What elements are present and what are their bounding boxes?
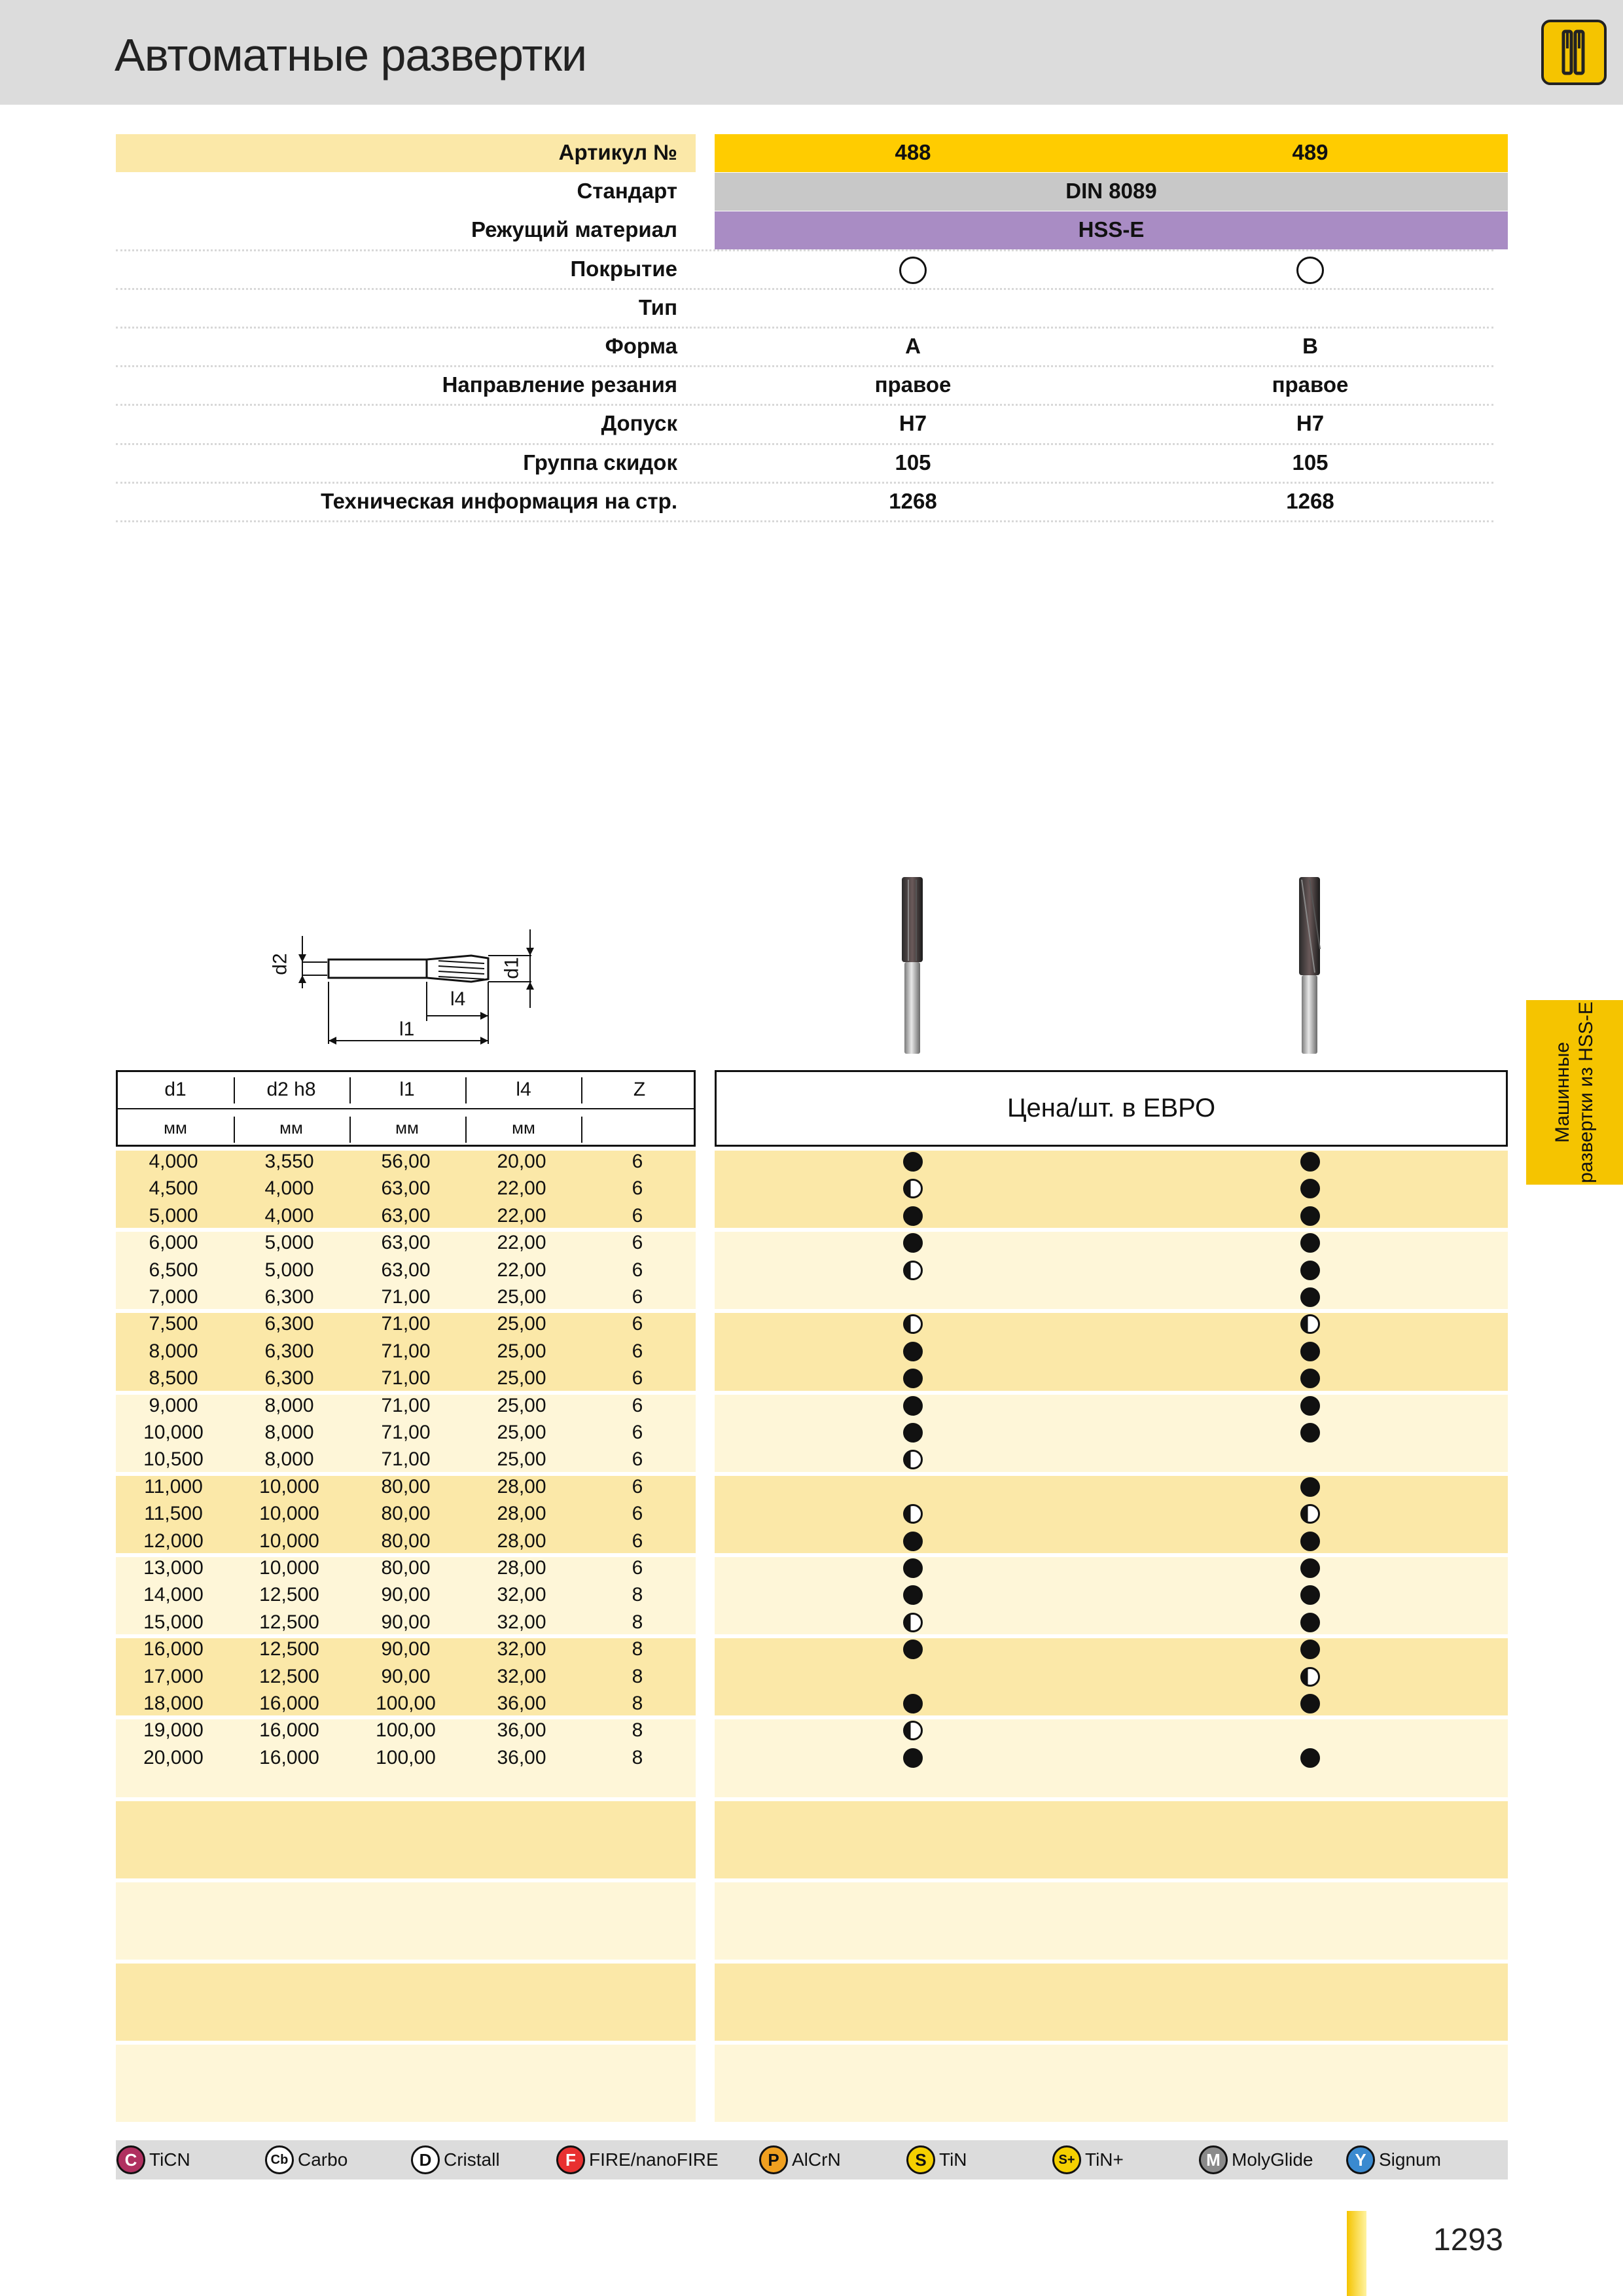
- table-cell-d2: 4,000: [264, 1204, 314, 1227]
- spec-label: Направление резания: [442, 372, 677, 397]
- available-dot-icon: [1300, 1748, 1320, 1768]
- table-cell-l1: 71,00: [381, 1367, 431, 1390]
- price-band: [715, 1882, 1508, 1960]
- spec-label: Покрытие: [570, 256, 677, 281]
- spec-value-488: 105: [895, 450, 931, 475]
- table-cell-d1: 16,000: [143, 1638, 204, 1660]
- table-cell-z: 6: [632, 1557, 643, 1579]
- header-separator: [465, 1077, 467, 1103]
- spec-value-488: H7: [899, 411, 927, 436]
- available-dot-icon: [903, 1233, 923, 1253]
- table-cell-d2: 16,000: [259, 1719, 319, 1742]
- column-header: l1: [399, 1079, 415, 1100]
- table-cell-z: 6: [632, 1204, 643, 1227]
- table-cell-l1: 100,00: [376, 1693, 436, 1714]
- header-separator: [234, 1117, 235, 1143]
- coating-tin-icon: S: [906, 2145, 935, 2174]
- available-dot-icon: [903, 1694, 923, 1713]
- spec-merged-value: DIN 8089: [1065, 179, 1157, 204]
- available-dot-icon: [903, 1152, 923, 1172]
- spec-value-489: H7: [1296, 411, 1325, 436]
- table-cell-l1: 80,00: [381, 1503, 431, 1525]
- table-cell-d1: 15,000: [143, 1611, 204, 1633]
- price-band: [715, 1964, 1508, 2041]
- available-dot-icon: [1300, 1477, 1320, 1497]
- table-cell-l4: 25,00: [497, 1286, 546, 1308]
- coating-legend-label: AlCrN: [792, 2149, 841, 2170]
- coating-none-icon: [1212, 251, 1408, 287]
- table-cell-l4: 25,00: [497, 1367, 546, 1390]
- spec-value-489: [1212, 289, 1408, 326]
- table-cell-d2: 6,300: [264, 1367, 314, 1390]
- coating-signum-icon: Y: [1346, 2145, 1375, 2174]
- table-cell-l4: 22,00: [497, 1259, 546, 1281]
- available-dot-icon: [903, 1396, 923, 1416]
- section-side-tab-label: Машинные развертки из HSS-E: [1552, 1001, 1597, 1183]
- spec-value-489: правое: [1272, 372, 1349, 397]
- page-title: Автоматные развертки: [115, 29, 587, 81]
- column-header: d1: [164, 1079, 187, 1100]
- table-cell-l4: 28,00: [497, 1557, 546, 1579]
- table-cell-l4: 22,00: [497, 1204, 546, 1227]
- coating-legend-label: Signum: [1379, 2149, 1441, 2170]
- l1-label: l1: [399, 1018, 415, 1040]
- table-cell-d1: 14,000: [143, 1584, 204, 1606]
- spec-value-488: 1268: [889, 488, 937, 513]
- available-dot-icon: [903, 1206, 923, 1226]
- table-cell-d2: 4,000: [264, 1177, 314, 1200]
- table-cell-d1: 7,000: [149, 1286, 198, 1308]
- coating-legend-label: Carbo: [298, 2149, 348, 2170]
- table-cell-d2: 12,500: [259, 1665, 319, 1687]
- table-cell-d1: 11,500: [144, 1503, 203, 1525]
- header-separator: [581, 1077, 582, 1103]
- table-cell-z: 8: [632, 1746, 643, 1768]
- price-band: [715, 1395, 1508, 1472]
- limited-dot-icon: [1300, 1504, 1320, 1524]
- table-cell-z: 6: [632, 1394, 643, 1416]
- available-dot-icon: [1300, 1152, 1320, 1172]
- table-cell-l1: 80,00: [381, 1475, 431, 1498]
- header-separator: [234, 1077, 235, 1103]
- table-cell-d2: 16,000: [259, 1693, 319, 1714]
- coating-alcrn-icon: P: [759, 2145, 788, 2174]
- price-band: [715, 1719, 1508, 1797]
- spec-row-divider: [116, 520, 1493, 522]
- header-separator: [581, 1117, 582, 1143]
- table-cell-l1: 80,00: [381, 1557, 431, 1579]
- header-separator: [349, 1077, 351, 1103]
- available-dot-icon: [1300, 1640, 1320, 1659]
- available-dot-icon: [903, 1640, 923, 1659]
- table-cell-l1: 63,00: [381, 1204, 431, 1227]
- coating-legend-label: TiN+: [1085, 2149, 1124, 2170]
- spec-label: Артикул №: [558, 140, 677, 164]
- header-rule: [118, 1108, 694, 1109]
- table-cell-z: 6: [632, 1340, 643, 1362]
- limited-dot-icon: [903, 1504, 923, 1524]
- spec-value-488: A: [905, 334, 921, 358]
- dimension-table-header: [116, 1070, 696, 1147]
- available-dot-icon: [1300, 1613, 1320, 1632]
- table-cell-l1: 90,00: [381, 1584, 431, 1606]
- table-cell-l1: 63,00: [381, 1177, 431, 1200]
- limited-dot-icon: [1300, 1667, 1320, 1687]
- table-cell-z: 6: [632, 1475, 643, 1498]
- spec-value-488: [815, 289, 1011, 326]
- table-cell-d2: 10,000: [259, 1503, 319, 1525]
- reamer-dimension-diagram: [269, 923, 550, 1054]
- table-cell-z: 6: [632, 1259, 643, 1281]
- spec-value-488: 488: [895, 140, 931, 164]
- column-header: l4: [516, 1079, 531, 1100]
- coating-legend-label: Cristall: [444, 2149, 500, 2170]
- table-cell-l1: 71,00: [381, 1422, 431, 1443]
- available-dot-icon: [1300, 1233, 1320, 1253]
- table-cell-l1: 71,00: [381, 1448, 431, 1471]
- d2-label: d2: [269, 953, 291, 975]
- table-cell-d2: 5,000: [264, 1259, 314, 1281]
- product-image-489: [1295, 877, 1324, 1054]
- table-cell-l1: 100,00: [376, 1746, 436, 1768]
- table-cell-l1: 90,00: [381, 1638, 431, 1660]
- available-dot-icon: [903, 1532, 923, 1551]
- table-cell-d2: 8,000: [264, 1448, 314, 1471]
- table-cell-d2: 5,000: [264, 1232, 314, 1254]
- table-cell-l4: 32,00: [497, 1584, 546, 1606]
- column-unit: мм: [512, 1118, 535, 1138]
- table-cell-l4: 25,00: [497, 1448, 546, 1471]
- table-cell-z: 8: [632, 1638, 643, 1660]
- table-cell-z: 6: [632, 1367, 643, 1390]
- table-cell-z: 8: [632, 1611, 643, 1633]
- table-cell-z: 6: [632, 1448, 643, 1471]
- table-cell-l4: 28,00: [497, 1475, 546, 1498]
- price-band: [715, 1557, 1508, 1634]
- table-cell-d2: 6,300: [264, 1340, 314, 1362]
- price-band: [715, 2045, 1508, 2122]
- table-cell-z: 6: [632, 1232, 643, 1254]
- price-band: [715, 1313, 1508, 1390]
- table-cell-z: 8: [632, 1693, 643, 1714]
- spec-value-489: B: [1302, 334, 1318, 358]
- available-dot-icon: [903, 1748, 923, 1768]
- available-dot-icon: [1300, 1532, 1320, 1551]
- table-cell-d2: 8,000: [264, 1422, 314, 1443]
- available-dot-icon: [903, 1369, 923, 1388]
- table-cell-d2: 12,500: [259, 1611, 319, 1633]
- spec-value-489: 105: [1292, 450, 1329, 475]
- table-cell-d2: 10,000: [259, 1475, 319, 1498]
- coating-molyglide-icon: M: [1199, 2145, 1228, 2174]
- l4-label: l4: [450, 988, 466, 1010]
- spec-value-488: правое: [874, 372, 952, 397]
- table-cell-l1: 71,00: [381, 1313, 431, 1335]
- table-cell-d1: 17,000: [143, 1665, 204, 1687]
- coating-legend-label: TiN: [939, 2149, 967, 2170]
- table-cell-l1: 56,00: [381, 1151, 431, 1172]
- price-header-label: Цена/шт. в ЕВРО: [1007, 1094, 1216, 1122]
- coating-carbo-icon: Cb: [265, 2145, 294, 2174]
- price-band: [715, 1801, 1508, 1878]
- table-cell-l4: 25,00: [497, 1313, 546, 1335]
- table-cell-d1: 13,000: [143, 1557, 204, 1579]
- table-cell-l4: 36,00: [497, 1719, 546, 1742]
- d1-label: d1: [501, 957, 523, 979]
- product-image-488: [898, 877, 927, 1054]
- table-cell-l1: 90,00: [381, 1611, 431, 1633]
- table-cell-z: 6: [632, 1286, 643, 1308]
- price-band: [715, 1232, 1508, 1309]
- price-band: [715, 1151, 1508, 1228]
- spec-value-489: 1268: [1286, 488, 1334, 513]
- spec-label: Тип: [638, 295, 677, 319]
- spec-label: Форма: [605, 334, 677, 358]
- table-cell-d1: 11,000: [144, 1475, 203, 1498]
- table-cell-d2: 3,550: [264, 1151, 314, 1172]
- coating-legend-label: MolyGlide: [1232, 2149, 1313, 2170]
- table-cell-d1: 6,500: [149, 1259, 198, 1281]
- coating-legend-label: FIRE/nanoFIRE: [589, 2149, 719, 2170]
- table-cell-l4: 25,00: [497, 1394, 546, 1416]
- table-cell-l1: 71,00: [381, 1394, 431, 1416]
- table-cell-l4: 22,00: [497, 1232, 546, 1254]
- spec-label: Техническая информация на стр.: [321, 488, 677, 513]
- table-cell-l1: 100,00: [376, 1719, 436, 1742]
- table-cell-d2: 10,000: [259, 1557, 319, 1579]
- table-cell-l1: 90,00: [381, 1665, 431, 1687]
- table-cell-l4: 22,00: [497, 1177, 546, 1200]
- table-cell-d1: 7,500: [149, 1313, 198, 1335]
- table-cell-l1: 71,00: [381, 1340, 431, 1362]
- table-cell-z: 8: [632, 1584, 643, 1606]
- coating-cristall-icon: D: [411, 2145, 440, 2174]
- table-cell-d1: 8,000: [149, 1340, 198, 1362]
- page-number-bar: [1347, 2211, 1366, 2296]
- available-dot-icon: [903, 1423, 923, 1443]
- spec-label: Группа скидок: [523, 450, 677, 475]
- table-cell-d1: 18,000: [143, 1693, 204, 1714]
- spec-label: Стандарт: [577, 179, 677, 204]
- available-dot-icon: [903, 1342, 923, 1361]
- coating-legend-label: TiCN: [149, 2149, 190, 2170]
- available-dot-icon: [1300, 1287, 1320, 1307]
- table-cell-d2: 10,000: [259, 1530, 319, 1552]
- table-cell-d1: 12,000: [143, 1530, 204, 1552]
- table-band: [116, 1882, 696, 1960]
- page-number: 1293: [1433, 2223, 1503, 2257]
- table-cell-d2: 6,300: [264, 1286, 314, 1308]
- table-cell-d2: 8,000: [264, 1394, 314, 1416]
- header-separator: [349, 1117, 351, 1143]
- table-cell-z: 6: [632, 1422, 643, 1443]
- table-cell-d1: 10,000: [143, 1422, 204, 1443]
- table-cell-d1: 6,000: [149, 1232, 198, 1254]
- table-cell-d1: 4,000: [149, 1151, 198, 1172]
- table-cell-z: 6: [632, 1177, 643, 1200]
- coating-ticn-icon: C: [116, 2145, 145, 2174]
- column-unit: мм: [279, 1118, 303, 1138]
- coating-tin-icon: S+: [1052, 2145, 1081, 2174]
- table-band: [116, 1964, 696, 2041]
- table-cell-z: 8: [632, 1665, 643, 1687]
- table-band: [116, 2045, 696, 2122]
- table-cell-d1: 9,000: [149, 1394, 198, 1416]
- available-dot-icon: [1300, 1342, 1320, 1361]
- table-cell-d1: 20,000: [143, 1746, 204, 1768]
- table-cell-l1: 80,00: [381, 1530, 431, 1552]
- table-cell-d1: 10,500: [143, 1448, 204, 1471]
- table-cell-l4: 32,00: [497, 1665, 546, 1687]
- table-cell-d1: 5,000: [149, 1204, 198, 1227]
- coating-none-icon: [815, 251, 1011, 287]
- table-cell-d2: 12,500: [259, 1638, 319, 1660]
- table-cell-l4: 25,00: [497, 1422, 546, 1443]
- table-cell-z: 6: [632, 1313, 643, 1335]
- available-dot-icon: [1300, 1396, 1320, 1416]
- available-dot-icon: [1300, 1261, 1320, 1280]
- available-dot-icon: [1300, 1558, 1320, 1578]
- price-band: [715, 1638, 1508, 1715]
- spec-label: Допуск: [601, 411, 677, 436]
- coating-firenanofire-icon: F: [556, 2145, 585, 2174]
- table-cell-l4: 25,00: [497, 1340, 546, 1362]
- available-dot-icon: [1300, 1206, 1320, 1226]
- table-cell-d1: 19,000: [143, 1719, 204, 1742]
- available-dot-icon: [1300, 1694, 1320, 1713]
- empty-circle-icon: [899, 257, 927, 284]
- spec-label: Режущий материал: [471, 217, 677, 242]
- table-cell-l4: 28,00: [497, 1503, 546, 1525]
- table-cell-l4: 32,00: [497, 1638, 546, 1660]
- table-cell-d1: 8,500: [149, 1367, 198, 1390]
- table-cell-z: 6: [632, 1530, 643, 1552]
- table-cell-l4: 36,00: [497, 1746, 546, 1768]
- table-band: [116, 1801, 696, 1878]
- column-header: Z: [633, 1079, 646, 1100]
- price-band: [715, 1476, 1508, 1553]
- limited-dot-icon: [903, 1613, 923, 1632]
- header-separator: [465, 1117, 467, 1143]
- column-unit: мм: [395, 1118, 419, 1138]
- available-dot-icon: [1300, 1369, 1320, 1388]
- table-cell-l4: 32,00: [497, 1611, 546, 1633]
- available-dot-icon: [1300, 1423, 1320, 1443]
- empty-circle-icon: [1296, 257, 1324, 284]
- table-cell-l4: 36,00: [497, 1693, 546, 1714]
- table-cell-l1: 63,00: [381, 1232, 431, 1254]
- available-dot-icon: [903, 1558, 923, 1578]
- table-cell-d2: 6,300: [264, 1313, 314, 1335]
- table-cell-l1: 63,00: [381, 1259, 431, 1281]
- column-header: d2 h8: [266, 1079, 316, 1100]
- table-cell-d1: 4,500: [149, 1177, 198, 1200]
- table-cell-z: 6: [632, 1503, 643, 1525]
- reamer-logo-icon: [1541, 20, 1607, 85]
- limited-dot-icon: [903, 1261, 923, 1280]
- spec-value-489: 489: [1292, 140, 1329, 164]
- spec-merged-value: HSS-E: [1078, 217, 1145, 242]
- table-cell-z: 8: [632, 1719, 643, 1742]
- table-cell-l4: 28,00: [497, 1530, 546, 1552]
- table-cell-l1: 71,00: [381, 1286, 431, 1308]
- table-cell-d2: 12,500: [259, 1584, 319, 1606]
- table-cell-z: 6: [632, 1151, 643, 1172]
- column-unit: мм: [164, 1118, 187, 1138]
- table-cell-d2: 16,000: [259, 1746, 319, 1768]
- table-cell-l4: 20,00: [497, 1151, 546, 1172]
